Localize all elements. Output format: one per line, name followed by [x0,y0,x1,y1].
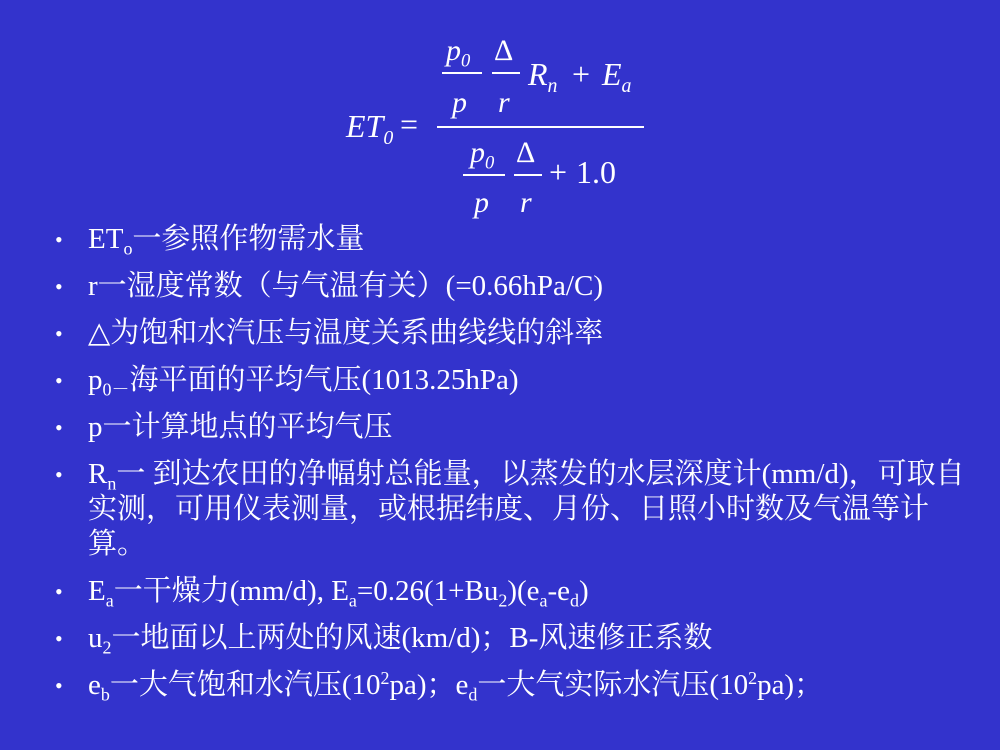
list-item: • $e_b$一大气饱和水汽压$(10^2pa)$；$e_d$一大气实际水汽压$(10^2pa)$； [55,668,824,705]
den-r: r [520,186,532,219]
rn-symbol: $R_n$ [528,56,558,97]
bullet-icon: • [55,462,63,487]
bullet-icon: • [55,415,63,440]
list-item: • $u_2$一地面以上两处的风速(km/d)；B-风速修正系数 [55,622,713,658]
ea-symbol: $E_a$ [602,56,632,97]
bullet-icon: • [55,368,63,393]
list-item: • $R_n$一 到达农田的净幅射总能量，以蒸发的水层深度计(mm/d)，可取自实测，可用仪表测量，或根据纬度、月份、日照小时数及气温等计算。 [55,458,965,560]
den-plus-sign: + [549,154,568,190]
bullet-icon: • [55,274,63,299]
list-item: • $p_{0-}$海平面的平均气压(1013.25hPa) [55,364,519,400]
num-p: p [452,86,467,119]
den-p0: $p_0$ [470,136,495,174]
bullet-icon: • [55,227,63,252]
list-item: • $ET_o$一参照作物需水量 [55,223,365,259]
bullet-icon: • [55,579,63,604]
definition-list [0,222,1000,715]
bullet-icon: • [55,673,63,698]
den-p-fraction-bar [463,174,505,176]
list-item: • $E_a$一干燥力(mm/d), $E_a=0.26(1+Bu_2)(e_a-e_d)$ [55,575,589,611]
den-p: p [474,186,489,219]
equals-sign: = [400,106,419,142]
den-delta: Δ [516,136,536,169]
num-p-fraction-bar [442,72,482,74]
list-item: • p一计算地点的平均气压 [55,411,393,443]
list-item: • r一湿度常数（与气温有关）(=0.66hPa/C) [55,270,603,302]
bullet-icon: • [55,626,63,651]
plus-sign: + [572,56,591,92]
num-p0: $p_0$ [446,34,471,72]
main-fraction-bar [437,126,644,128]
num-r: r [498,86,510,119]
et0-formula [0,0,1000,230]
bullet-icon: • [55,321,63,346]
et0-symbol: $ET_0$ [346,108,394,149]
num-delta: Δ [494,34,514,67]
den-constant: 1.0 [576,154,616,190]
den-delta-fraction-bar [514,174,542,176]
num-delta-fraction-bar [492,72,520,74]
list-item: • △为饱和水汽压与温度关系曲线线的斜率 [55,317,604,349]
